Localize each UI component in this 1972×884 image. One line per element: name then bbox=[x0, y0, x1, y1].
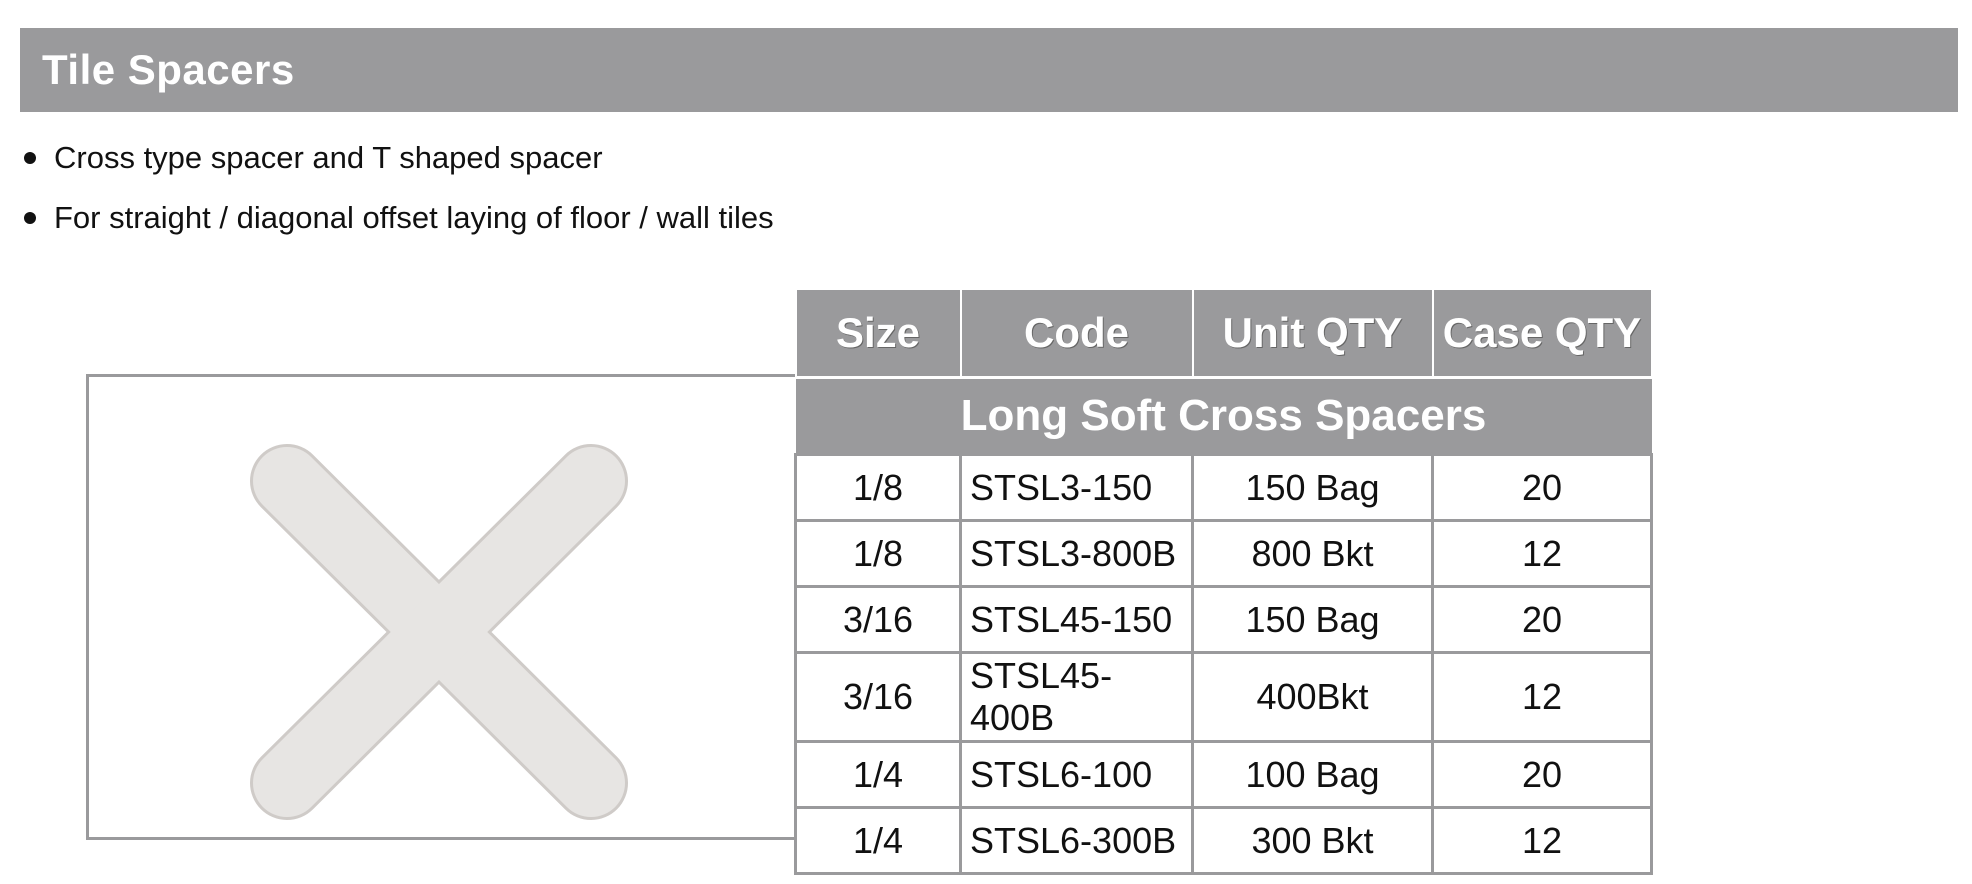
cell-code: STSL6-100 bbox=[961, 742, 1193, 808]
cell-size: 1/8 bbox=[796, 455, 961, 521]
spec-table bbox=[794, 290, 1653, 875]
cross-spacer-icon bbox=[89, 377, 799, 843]
category-title: Long Soft Cross Spacers bbox=[796, 378, 1652, 455]
cell-case-qty: 12 bbox=[1433, 808, 1652, 874]
table-row bbox=[796, 808, 1652, 874]
column-header-code: Code bbox=[961, 290, 1193, 378]
bullet-dot-icon bbox=[24, 152, 36, 164]
cell-code: STSL45-400B bbox=[961, 653, 1193, 742]
cell-size: 1/4 bbox=[796, 808, 961, 874]
cell-case-qty: 20 bbox=[1433, 587, 1652, 653]
cell-code: STSL6-300B bbox=[961, 808, 1193, 874]
cell-size: 3/16 bbox=[796, 653, 961, 742]
cell-size: 1/8 bbox=[796, 521, 961, 587]
bullet-dot-icon bbox=[24, 212, 36, 224]
table-row bbox=[796, 455, 1652, 521]
cell-unit-qty: 400Bkt bbox=[1193, 653, 1433, 742]
table-row bbox=[796, 521, 1652, 587]
table-header-row bbox=[796, 290, 1652, 378]
column-header-size: Size bbox=[796, 290, 961, 378]
cell-unit-qty: 100 Bag bbox=[1193, 742, 1433, 808]
cell-case-qty: 20 bbox=[1433, 742, 1652, 808]
cell-code: STSL45-150 bbox=[961, 587, 1193, 653]
cell-unit-qty: 150 Bag bbox=[1193, 587, 1433, 653]
cell-unit-qty: 150 Bag bbox=[1193, 455, 1433, 521]
cell-size: 1/4 bbox=[796, 742, 961, 808]
feature-item bbox=[24, 128, 774, 188]
product-image-frame bbox=[86, 374, 796, 840]
column-header-case-qty: Case QTY bbox=[1433, 290, 1652, 378]
cell-case-qty: 20 bbox=[1433, 455, 1652, 521]
cell-code: STSL3-150 bbox=[961, 455, 1193, 521]
column-header-unit-qty: Unit QTY bbox=[1193, 290, 1433, 378]
cell-case-qty: 12 bbox=[1433, 521, 1652, 587]
feature-text: For straight / diagonal offset laying of floor / wall tiles bbox=[54, 200, 774, 235]
cell-case-qty: 12 bbox=[1433, 653, 1652, 742]
feature-item bbox=[24, 188, 774, 248]
category-row bbox=[796, 378, 1652, 455]
cell-unit-qty: 800 Bkt bbox=[1193, 521, 1433, 587]
page-title: Tile Spacers bbox=[42, 46, 295, 93]
title-bar bbox=[20, 28, 1958, 112]
table-row bbox=[796, 587, 1652, 653]
cell-unit-qty: 300 Bkt bbox=[1193, 808, 1433, 874]
cell-code: STSL3-800B bbox=[961, 521, 1193, 587]
cell-size: 3/16 bbox=[796, 587, 961, 653]
feature-list bbox=[24, 128, 774, 248]
table-row bbox=[796, 653, 1652, 742]
table-row bbox=[796, 742, 1652, 808]
feature-text: Cross type spacer and T shaped spacer bbox=[54, 140, 603, 175]
